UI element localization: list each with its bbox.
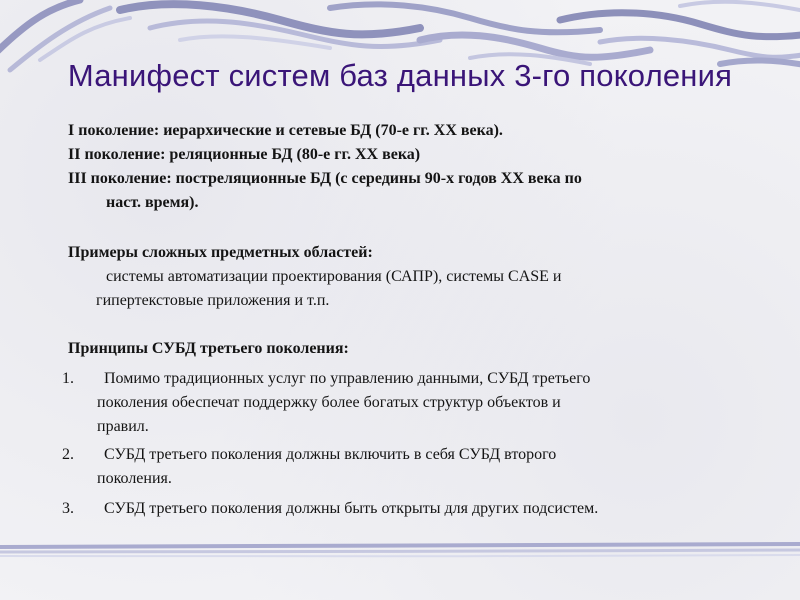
principle-1-line-3: правил. — [97, 418, 149, 435]
principle-3-number: 3. — [62, 500, 74, 517]
principle-1-line-2: поколения обеспечат поддержку более богатых структур объектов и — [97, 394, 561, 411]
generation-line-2: II поколение: реляционные БД (80-е гг. XX века) — [68, 146, 421, 163]
principle-3-line-1: СУБД третьего поколения должны быть открыты для других подсистем. — [104, 500, 599, 517]
principle-1-number: 1. — [62, 370, 74, 387]
examples-heading: Примеры сложных предметных областей: — [68, 244, 373, 261]
principle-2-number: 2. — [62, 446, 74, 463]
decorative-bottom-rule — [0, 538, 800, 560]
principle-2-line-2: поколения. — [97, 470, 172, 487]
examples-line-2: гипертекстовые приложения и т.п. — [96, 292, 330, 309]
slide-title: Манифест систем баз данных 3-го поколения — [67, 58, 733, 93]
principle-1-line-1: Помимо традиционных услуг по управлению данными, СУБД третьего — [104, 370, 591, 387]
principles-heading: Принципы СУБД третьего поколения: — [68, 340, 349, 357]
principle-2-line-1: СУБД третьего поколения должны включить в себя СУБД второго — [104, 446, 557, 463]
generation-line-3-continued: наст. время). — [106, 194, 199, 211]
examples-line-1: системы автоматизации проектирования (САПР), системы CASE и — [106, 268, 562, 285]
generation-line-1: I поколение: иерархические и сетевые БД (70-е гг. XX века). — [68, 122, 503, 139]
generation-line-3: III поколение: постреляционные БД (с середины 90-х годов XX века по — [68, 170, 582, 187]
